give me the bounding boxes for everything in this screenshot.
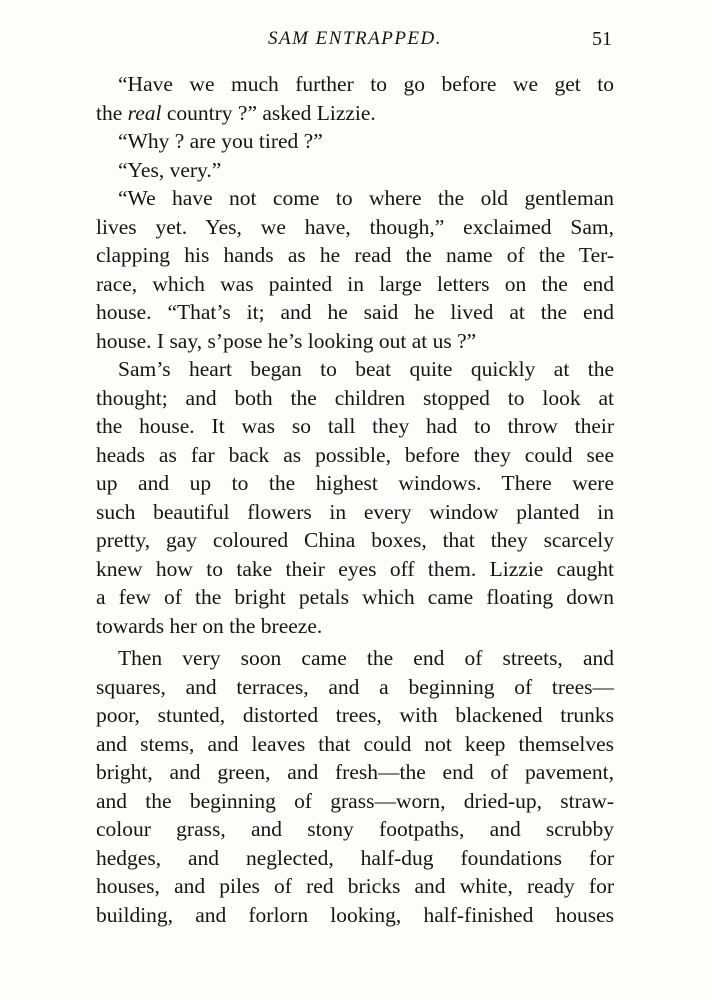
text-line: race, which was painted in large letters on the end [96,271,614,296]
text-line: lives yet. Yes, we have, though,” exclaimed Sam, [96,214,614,239]
text-line: poor, stunted, distorted trees, with blackened trunks [96,703,614,727]
running-head [96,28,614,58]
text-line: thought; and both the children stopped to look at [96,385,614,410]
body-text [96,70,614,929]
text-line: knew how to take their eyes off them. Lizzie caught [96,556,614,581]
text-line: bright, and green, and fresh—the end of pavement, [96,760,614,784]
text-line: “Yes, very.” [118,157,222,182]
text-line: towards her on the breeze. [96,613,323,638]
text-line: “Why ? are you tired ?” [118,129,323,153]
text-line: a few of the bright petals which came floating down [96,585,614,609]
text-line: house. I say, s’pose he’s looking out at us ?” [96,328,477,353]
text-line: the real country ?” asked Lizzie. [96,100,376,125]
text-line: and the beginning of grass—worn, dried-up, straw- [96,788,614,813]
text-line: houses, and piles of red bricks and white, ready for [96,874,614,898]
text-line: the house. It was so tall they had to throw their [96,414,614,438]
text-line: heads as far back as possible, before they could see [96,442,614,467]
text-line: Then very soon came the end of streets, and [118,646,614,670]
text-line: “Have we much further to go before we get to [118,72,614,96]
running-title: SAM ENTRAPPED. [267,28,443,49]
text-line: squares, and terraces, and a beginning of trees— [96,674,614,699]
text-line: “We have not come to where the old gentleman [118,186,614,210]
text-line: colour grass, and stony footpaths, and scrubby [96,817,614,841]
text-line: up and up to the highest windows. There were [96,471,614,495]
text-line: clapping his hands as he read the name of the Ter- [96,243,614,267]
text-line: and stems, and leaves that could not keep themselves [96,731,614,756]
text-line: Sam’s heart began to beat quite quickly at the [118,357,614,381]
emphasis: real [127,100,162,125]
page-number: 51 [592,28,612,50]
text-line: house. “That’s it; and he said he lived at the end [96,300,614,324]
text-line: pretty, gay coloured China boxes, that they scarcely [96,528,614,552]
text-line: hedges, and neglected, half-dug foundations for [96,845,614,870]
text-line: building, and forlorn looking, half-finished houses [96,902,614,927]
text-line: such beautiful flowers in every window planted in [96,499,614,524]
